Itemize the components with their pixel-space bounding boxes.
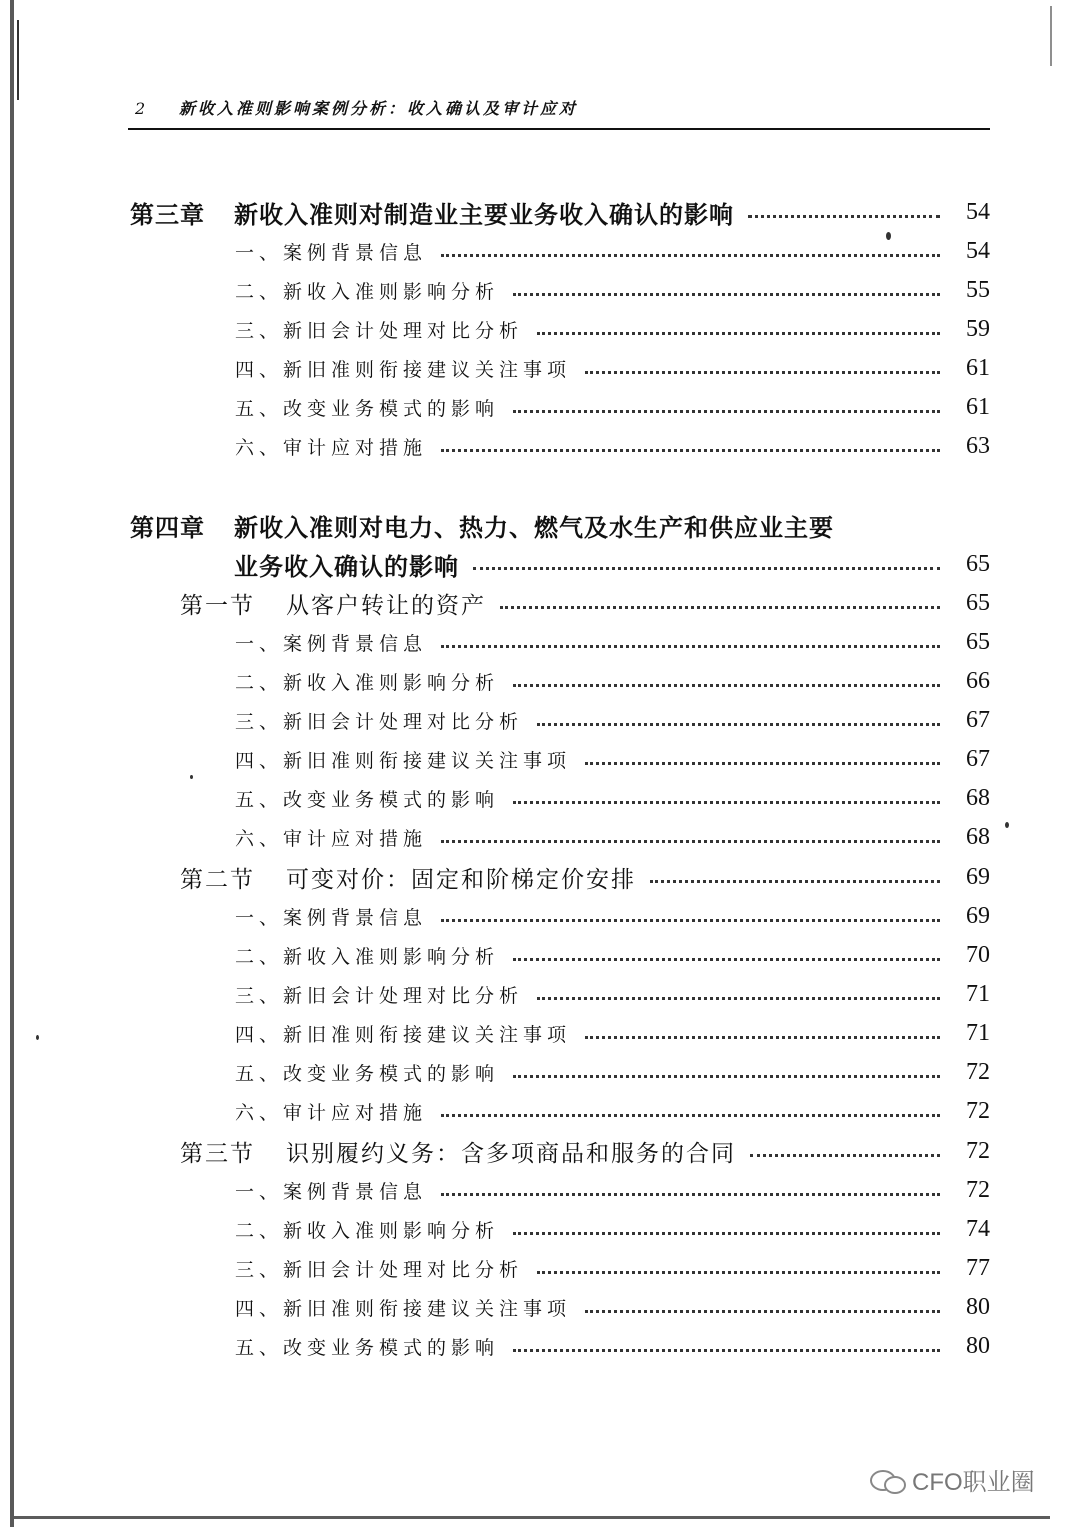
dot-leader — [585, 1036, 940, 1039]
toc-item[interactable] — [235, 1331, 990, 1361]
scan-speck — [1005, 822, 1009, 828]
item-label: 一、案例背景信息 — [235, 241, 428, 264]
book-title: 新收入准则影响案例分析：收入确认及审计应对 — [179, 99, 579, 118]
page-ref: 61 — [966, 354, 990, 381]
page-ref: 65 — [966, 628, 990, 655]
page-ref: 72 — [966, 1058, 990, 1085]
scan-speck — [36, 1035, 39, 1040]
toc-item[interactable] — [235, 1175, 990, 1205]
item-label: 一、案例背景信息 — [235, 1180, 428, 1203]
page-ref: 63 — [966, 432, 990, 459]
toc-item[interactable] — [235, 705, 990, 735]
page-ref: 74 — [966, 1215, 990, 1242]
page-ref: 69 — [966, 863, 990, 890]
page-ref: 67 — [966, 745, 990, 772]
item-label: 五、改变业务模式的影响 — [235, 1336, 500, 1359]
dot-leader — [473, 567, 940, 570]
scan-edge-left — [10, 0, 14, 1527]
item-label: 五、改变业务模式的影响 — [235, 397, 500, 420]
page-ref: 55 — [966, 276, 990, 303]
chapter-number: 第三章 — [130, 199, 205, 229]
dot-leader — [441, 919, 940, 922]
chapter-number: 第四章 — [130, 512, 205, 542]
section-number: 第一节 — [180, 592, 255, 619]
toc-item[interactable] — [235, 666, 990, 696]
dot-leader — [585, 1310, 940, 1313]
section-title: 识别履约义务：含多项商品和服务的合同 — [286, 1140, 736, 1167]
scan-edge-right — [1050, 6, 1052, 66]
item-label: 一、案例背景信息 — [235, 906, 428, 929]
running-header — [135, 96, 990, 119]
dot-leader — [513, 410, 940, 413]
dot-leader — [513, 1075, 940, 1078]
dot-leader — [513, 684, 940, 687]
section-number: 第二节 — [180, 866, 255, 893]
item-label: 一、案例背景信息 — [235, 632, 428, 655]
item-label: 四、新旧准则衔接建议关注事项 — [235, 1297, 572, 1320]
scan-edge-bottom — [14, 1516, 1050, 1519]
dot-leader — [585, 762, 940, 765]
toc-item[interactable] — [235, 1057, 990, 1087]
page-ref: 71 — [966, 980, 990, 1007]
watermark — [870, 1462, 1035, 1497]
toc-item[interactable] — [235, 392, 990, 422]
item-label: 四、新旧准则衔接建议关注事项 — [235, 1023, 572, 1046]
toc-item[interactable] — [235, 822, 990, 852]
page-ref: 69 — [966, 902, 990, 929]
toc-item[interactable] — [235, 1214, 990, 1244]
toc-item[interactable] — [235, 1292, 990, 1322]
item-label: 二、新收入准则影响分析 — [235, 280, 500, 303]
dot-leader — [513, 1232, 940, 1235]
toc-item[interactable] — [235, 783, 990, 813]
dot-leader — [537, 1271, 940, 1274]
toc-item[interactable] — [235, 744, 990, 774]
dot-leader — [537, 997, 940, 1000]
toc-section[interactable] — [180, 862, 990, 892]
page-ref: 80 — [966, 1332, 990, 1359]
chapter-title-continued: 业务收入确认的影响 — [234, 551, 459, 581]
dot-leader — [650, 880, 940, 883]
wechat-icon — [870, 1468, 906, 1492]
section-title: 可变对价：固定和阶梯定价安排 — [286, 866, 636, 893]
item-label: 三、新旧会计处理对比分析 — [235, 319, 524, 342]
dot-leader — [441, 840, 940, 843]
header-rule — [128, 128, 990, 130]
toc-item[interactable] — [235, 431, 990, 461]
dot-leader — [513, 1349, 940, 1352]
watermark-text: CFO职业圈 — [912, 1469, 1035, 1496]
page-ref: 66 — [966, 667, 990, 694]
toc-item[interactable] — [235, 353, 990, 383]
toc-item[interactable] — [235, 314, 990, 344]
chapter-title: 新收入准则对制造业主要业务收入确认的影响 — [234, 199, 734, 229]
page-ref: 72 — [966, 1097, 990, 1124]
scan-speck — [886, 232, 891, 240]
page-ref: 70 — [966, 941, 990, 968]
dot-leader — [585, 371, 940, 374]
item-label: 四、新旧准则衔接建议关注事项 — [235, 749, 572, 772]
page-ref: 65 — [966, 589, 990, 616]
toc-section[interactable] — [180, 1136, 990, 1166]
toc-section[interactable] — [180, 588, 990, 618]
item-label: 三、新旧会计处理对比分析 — [235, 710, 524, 733]
item-label: 六、审计应对措施 — [235, 827, 428, 850]
item-label: 六、审计应对措施 — [235, 1101, 428, 1124]
toc-chapter-title-line[interactable] — [130, 510, 990, 540]
toc-item[interactable] — [235, 627, 990, 657]
item-label: 六、审计应对措施 — [235, 436, 428, 459]
toc-item[interactable] — [235, 979, 990, 1009]
item-label: 二、新收入准则影响分析 — [235, 1219, 500, 1242]
scan-mark — [17, 20, 19, 100]
dot-leader — [537, 723, 940, 726]
page-ref: 61 — [966, 393, 990, 420]
page-ref: 59 — [966, 315, 990, 342]
page-ref: 72 — [966, 1176, 990, 1203]
dot-leader — [513, 958, 940, 961]
toc-chapter[interactable] — [130, 197, 990, 227]
toc-item[interactable] — [235, 901, 990, 931]
page-ref: 77 — [966, 1254, 990, 1281]
item-label: 三、新旧会计处理对比分析 — [235, 1258, 524, 1281]
item-label: 二、新收入准则影响分析 — [235, 945, 500, 968]
scan-speck — [190, 775, 193, 779]
section-number: 第三节 — [180, 1140, 255, 1167]
dot-leader — [537, 332, 940, 335]
chapter-title: 新收入准则对电力、热力、燃气及水生产和供应业主要 — [234, 512, 834, 542]
page-ref: 54 — [966, 198, 990, 225]
page-ref: 68 — [966, 823, 990, 850]
dot-leader — [748, 215, 940, 218]
dot-leader — [441, 254, 940, 257]
toc-item[interactable] — [235, 275, 990, 305]
dot-leader — [513, 801, 940, 804]
page-ref: 67 — [966, 706, 990, 733]
page-ref: 71 — [966, 1019, 990, 1046]
toc-item[interactable] — [235, 1253, 990, 1283]
page-ref: 72 — [966, 1137, 990, 1164]
page-number: 2 — [135, 99, 149, 118]
item-label: 五、改变业务模式的影响 — [235, 788, 500, 811]
page-ref: 68 — [966, 784, 990, 811]
toc-item[interactable] — [235, 1018, 990, 1048]
dot-leader — [500, 606, 940, 609]
item-label: 三、新旧会计处理对比分析 — [235, 984, 524, 1007]
page-ref: 54 — [966, 237, 990, 264]
item-label: 四、新旧准则衔接建议关注事项 — [235, 358, 572, 381]
section-title: 从客户转让的资产 — [286, 592, 486, 619]
item-label: 二、新收入准则影响分析 — [235, 671, 500, 694]
dot-leader — [441, 1193, 940, 1196]
toc-item[interactable] — [235, 1096, 990, 1126]
toc-chapter[interactable] — [234, 549, 990, 579]
page-ref: 65 — [966, 550, 990, 577]
dot-leader — [750, 1154, 940, 1157]
item-label: 五、改变业务模式的影响 — [235, 1062, 500, 1085]
dot-leader — [441, 645, 940, 648]
dot-leader — [513, 293, 940, 296]
toc-item[interactable] — [235, 236, 990, 266]
dot-leader — [441, 1114, 940, 1117]
toc-item[interactable] — [235, 940, 990, 970]
page-ref: 80 — [966, 1293, 990, 1320]
dot-leader — [441, 449, 940, 452]
